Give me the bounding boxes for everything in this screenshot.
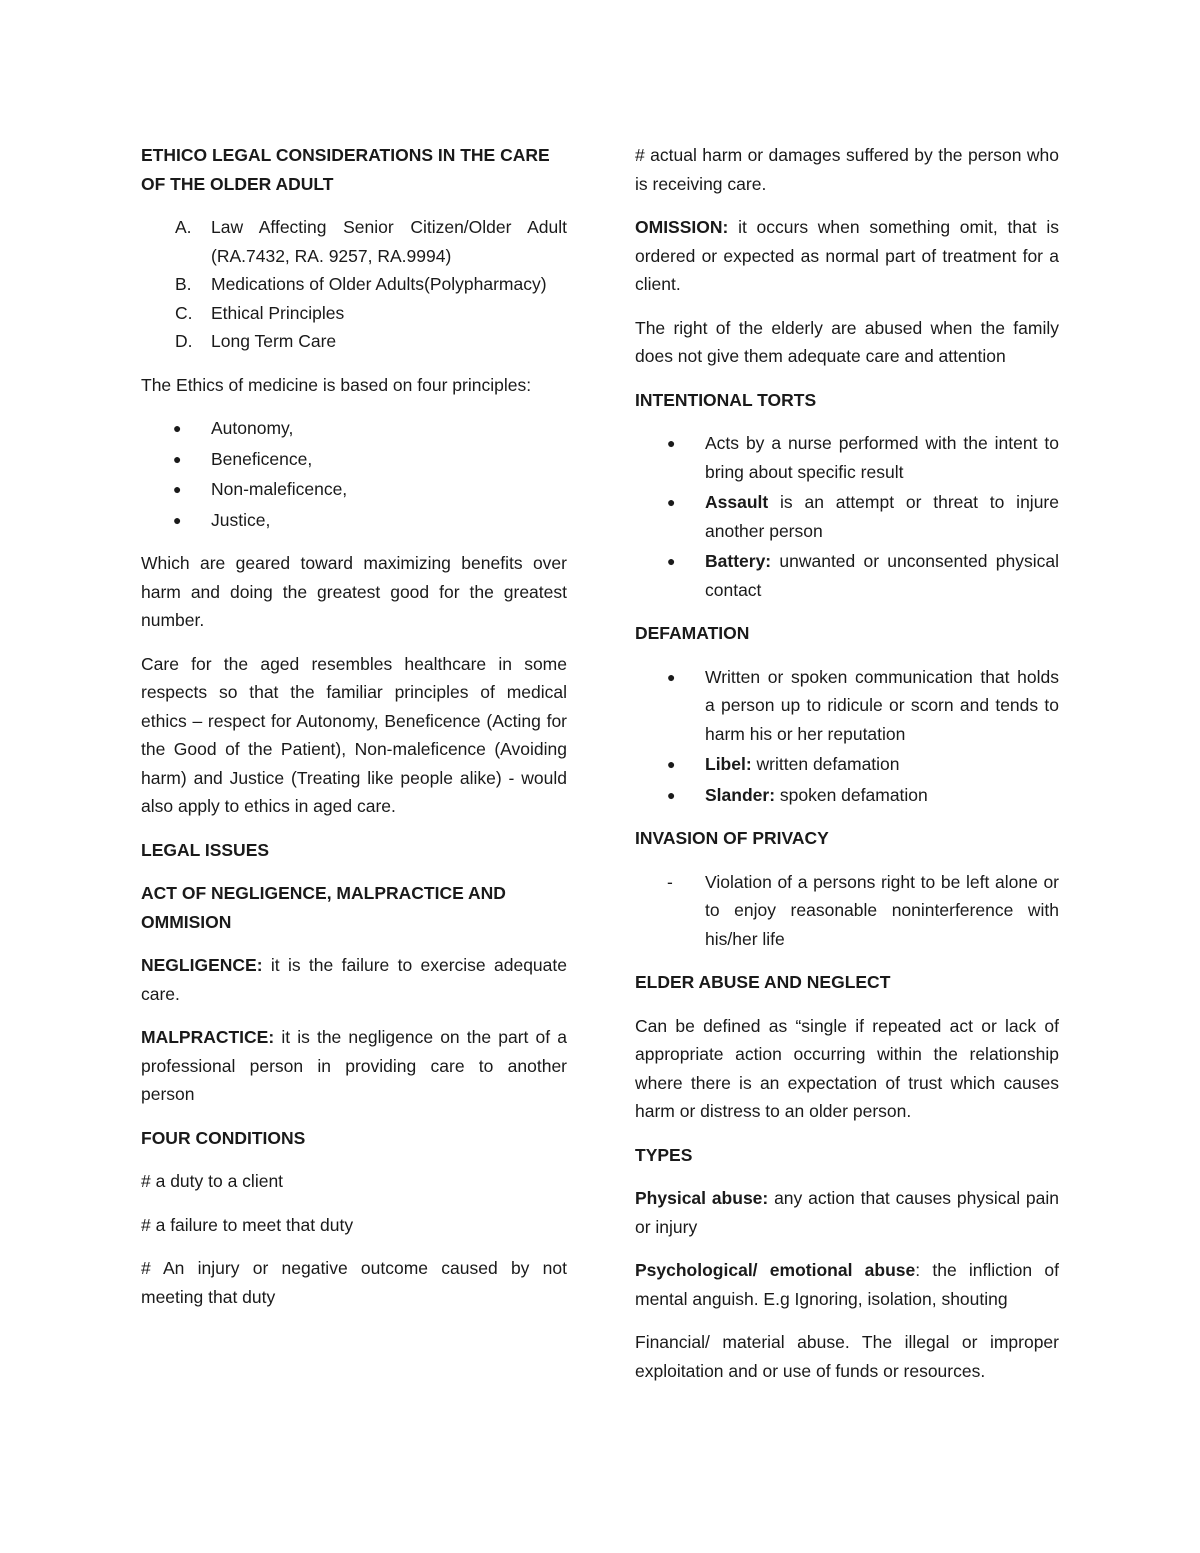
dash-marker: -	[667, 871, 673, 892]
elderly-rights-paragraph: The right of the elderly are abused when the family does not give them adequate care and attention	[635, 317, 1059, 366]
defamation-item: ● Slander: spoken defamation	[635, 781, 1059, 810]
bullet-icon: ●	[667, 786, 676, 803]
bullet-icon: ●	[173, 420, 182, 436]
tort-item: ● Battery: unwanted or unconsented physical contact	[635, 547, 1059, 604]
psychological-abuse-paragraph: Psychological/ emotional abuse: the infliction of mental anguish. E.g Ignoring, isolation, shouting	[635, 1260, 1059, 1309]
outline-item: A. Law Affecting Senior Citizen/Older Adult (RA.7432, RA. 9257, RA.9994)	[175, 217, 567, 266]
document-title: ETHICO LEGAL CONSIDERATIONS IN THE CARE OF THE OLDER ADULT	[141, 145, 550, 194]
malpractice-paragraph: MALPRACTICE: it is the negligence on the part of a professional person in providing care to another person	[141, 1027, 567, 1104]
bullet-icon: ●	[667, 553, 676, 569]
tort-item: ● Acts by a nurse performed with the intent to bring about specific result	[635, 429, 1059, 486]
bullet-icon: ●	[667, 668, 676, 685]
bullet-icon: ●	[173, 481, 182, 497]
invasion-list	[635, 868, 1059, 954]
physical-abuse-paragraph: Physical abuse: any action that causes physical pain or injury	[635, 1188, 1059, 1237]
principle-item: ● Non-maleficence,	[141, 475, 567, 504]
bullet-icon: ●	[667, 494, 676, 510]
right-column	[635, 141, 1059, 1400]
negligence-paragraph: NEGLIGENCE: it is the failure to exercise adequate care.	[141, 955, 567, 1004]
omission-paragraph: OMISSION: it occurs when something omit, that is ordered or expected as normal part of treatment for a client.	[635, 217, 1059, 294]
invasion-heading: INVASION OF PRIVACY	[635, 828, 829, 848]
principles-intro: The Ethics of medicine is based on four principles:	[141, 374, 532, 395]
bullet-icon: ●	[173, 511, 182, 528]
elder-abuse-heading: ELDER ABUSE AND NEGLECT	[635, 972, 891, 992]
torts-list	[635, 429, 1059, 604]
principle-item: ● Autonomy,	[141, 414, 567, 443]
bullet-icon: ●	[173, 450, 182, 467]
legal-issues-heading: LEGAL ISSUES	[141, 839, 270, 860]
elder-abuse-definition: Can be defined as “single if repeated act or lack of appropriate action occurring within the relationship where there is an expectation of trust which causes harm or distress to an older person.	[635, 1015, 1059, 1121]
types-heading: TYPES	[635, 1144, 693, 1165]
four-conditions-heading: FOUR CONDITIONS	[141, 1127, 306, 1148]
invasion-item: - Violation of a persons right to be left alone or to enjoy reasonable noninterference with his/her life	[635, 868, 1059, 954]
condition-item: # actual harm or damages suffered by the person who is receiving care.	[635, 145, 1059, 194]
defamation-item: ● Written or spoken communication that holds a person up to ridicule or scorn and tends to harm his or her reputation	[635, 663, 1059, 749]
left-column	[141, 141, 567, 1326]
principle-item: ● Beneficence,	[141, 445, 567, 474]
defamation-item: ● Libel: written defamation	[635, 750, 1059, 779]
intentional-torts-heading: INTENTIONAL TORTS	[635, 389, 817, 410]
principle-item: ● Justice,	[141, 506, 567, 535]
condition-item: # An injury or negative outcome caused by not meeting that duty	[141, 1258, 567, 1307]
outline-item: D. Long Term Care	[175, 331, 337, 351]
principles-summary: Which are geared toward maximizing benefits over harm and doing the greatest good for the greatest number.	[141, 553, 567, 630]
tort-item: ● Assault is an attempt or threat to injure another person	[635, 488, 1059, 545]
defamation-heading: DEFAMATION	[635, 623, 750, 643]
care-paragraph: Care for the aged resembles healthcare in some respects so that the familiar principles of medical ethics – respect for Autonomy, Beneficence (Acting for the Good of the Patient), Non-maleficence (Avoiding harm) and Justice (Treating like people alike) - would also apply to ethics in aged care.	[141, 653, 567, 816]
act-heading: ACT OF NEGLIGENCE, MALPRACTICE AND OMMISION	[141, 883, 506, 932]
condition-item: # a duty to a client	[141, 1171, 284, 1191]
bullet-icon: ●	[667, 435, 676, 451]
outline-item: B. Medications of Older Adults(Polypharmacy)	[175, 274, 547, 294]
condition-item: # a failure to meet that duty	[141, 1214, 354, 1235]
financial-abuse-paragraph: Financial/ material abuse. The illegal or improper exploitation and or use of funds or resources.	[635, 1332, 1059, 1381]
bullet-icon: ●	[667, 756, 676, 772]
outline-list	[141, 213, 567, 356]
outline-item: C. Ethical Principles	[175, 302, 345, 323]
principles-list	[141, 414, 567, 534]
defamation-list	[635, 663, 1059, 810]
